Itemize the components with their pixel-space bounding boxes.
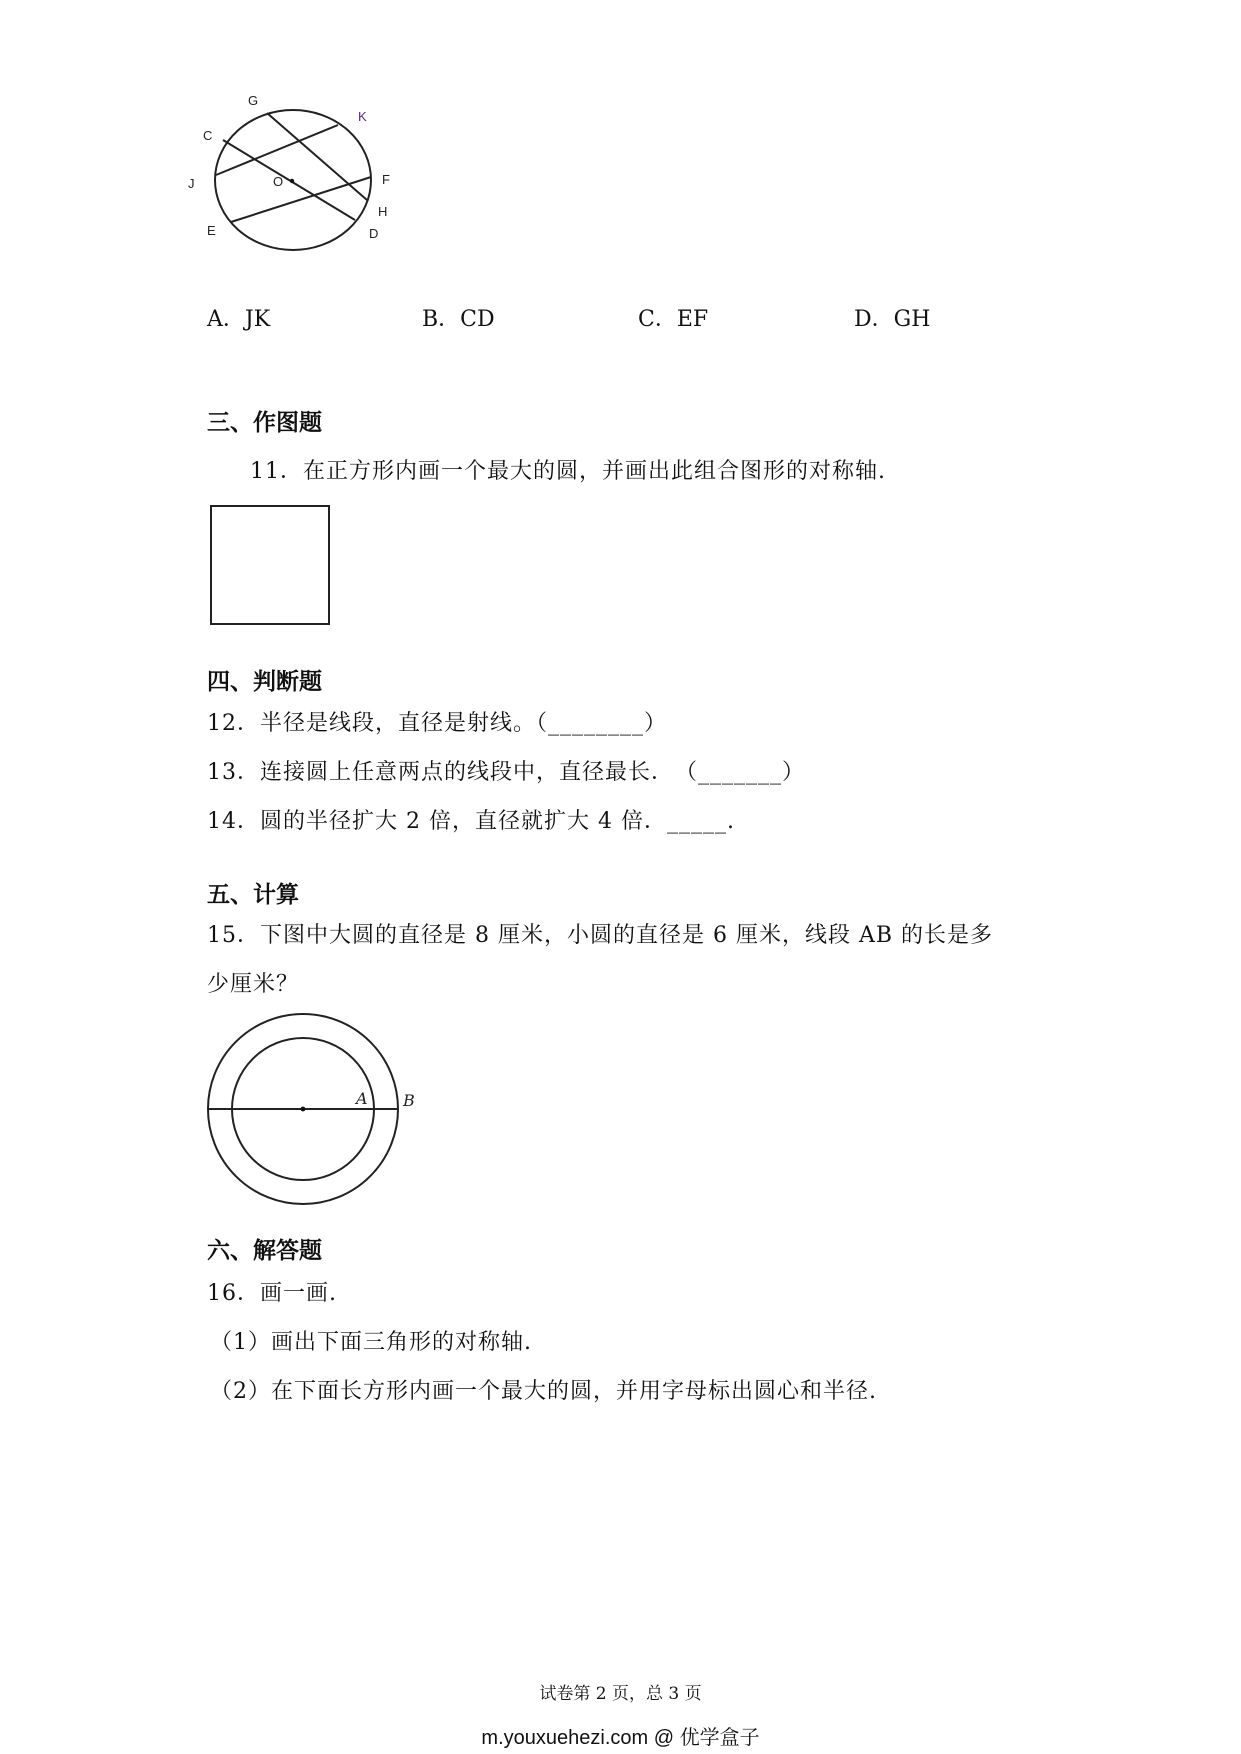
label-d: D [369,226,379,241]
chord-cd [223,140,355,220]
question-12: 12．半径是线段，直径是射线。（________） [207,711,667,736]
option-c-letter: C． [638,307,677,332]
chord-ef [231,177,371,222]
option-a-letter: A． [207,307,245,332]
site-watermark: m.youxuehezi.com @ 优学盒子 [481,1727,760,1749]
question-15-line-1: 15．下图中大圆的直径是 8 厘米，小圆的直径是 6 厘米，线段 AB 的长是多 [207,923,994,948]
question-16: 16．画一画. [207,1281,337,1306]
label-j: J [188,176,195,191]
concentric-circles-figure [200,1010,430,1210]
option-c-value: EF [676,307,709,332]
option-a-value: JK [244,307,271,332]
page-footer: 试卷第 2 页，总 3 页 [539,1684,702,1704]
label-e: E [207,223,216,238]
square-figure [210,505,330,625]
label-h: H [378,204,388,219]
option-a[interactable] [207,302,270,333]
option-b-value: CD [460,307,495,332]
center-point [290,179,294,183]
label-o: O [273,174,284,189]
question-13: 13．连接圆上任意两点的线段中，直径最长． （_______） [207,760,805,785]
chord-circle-figure [185,85,415,260]
section-3-title: 三、作图题 [207,410,322,436]
option-d[interactable] [854,302,930,333]
label-k: K [358,109,367,124]
label-f: F [382,172,390,187]
option-b-letter: B． [422,307,461,332]
question-14: 14．圆的半径扩大 2 倍，直径就扩大 4 倍．_____. [207,809,735,834]
section-5-title: 五、计算 [207,882,299,908]
option-d-letter: D． [854,307,894,332]
question-16-part-1: （1）画出下面三角形的对称轴. [210,1330,532,1355]
label-g: G [248,93,259,108]
label-c: C [203,128,213,143]
label-b: B [403,1091,415,1110]
question-11: 11．在正方形内画一个最大的圆，并画出此组合图形的对称轴. [250,459,886,484]
label-a: A [356,1089,368,1108]
center-dot [301,1107,306,1112]
question-15-line-2: 少厘米？ [207,972,300,997]
question-16-part-2: （2）在下面长方形内画一个最大的圆，并用字母标出圆心和半径. [210,1379,877,1404]
section-6-title: 六、解答题 [207,1238,322,1264]
option-b[interactable] [422,302,495,333]
option-d-value: GH [893,307,931,332]
section-4-title: 四、判断题 [207,669,322,695]
option-c[interactable] [638,302,708,333]
